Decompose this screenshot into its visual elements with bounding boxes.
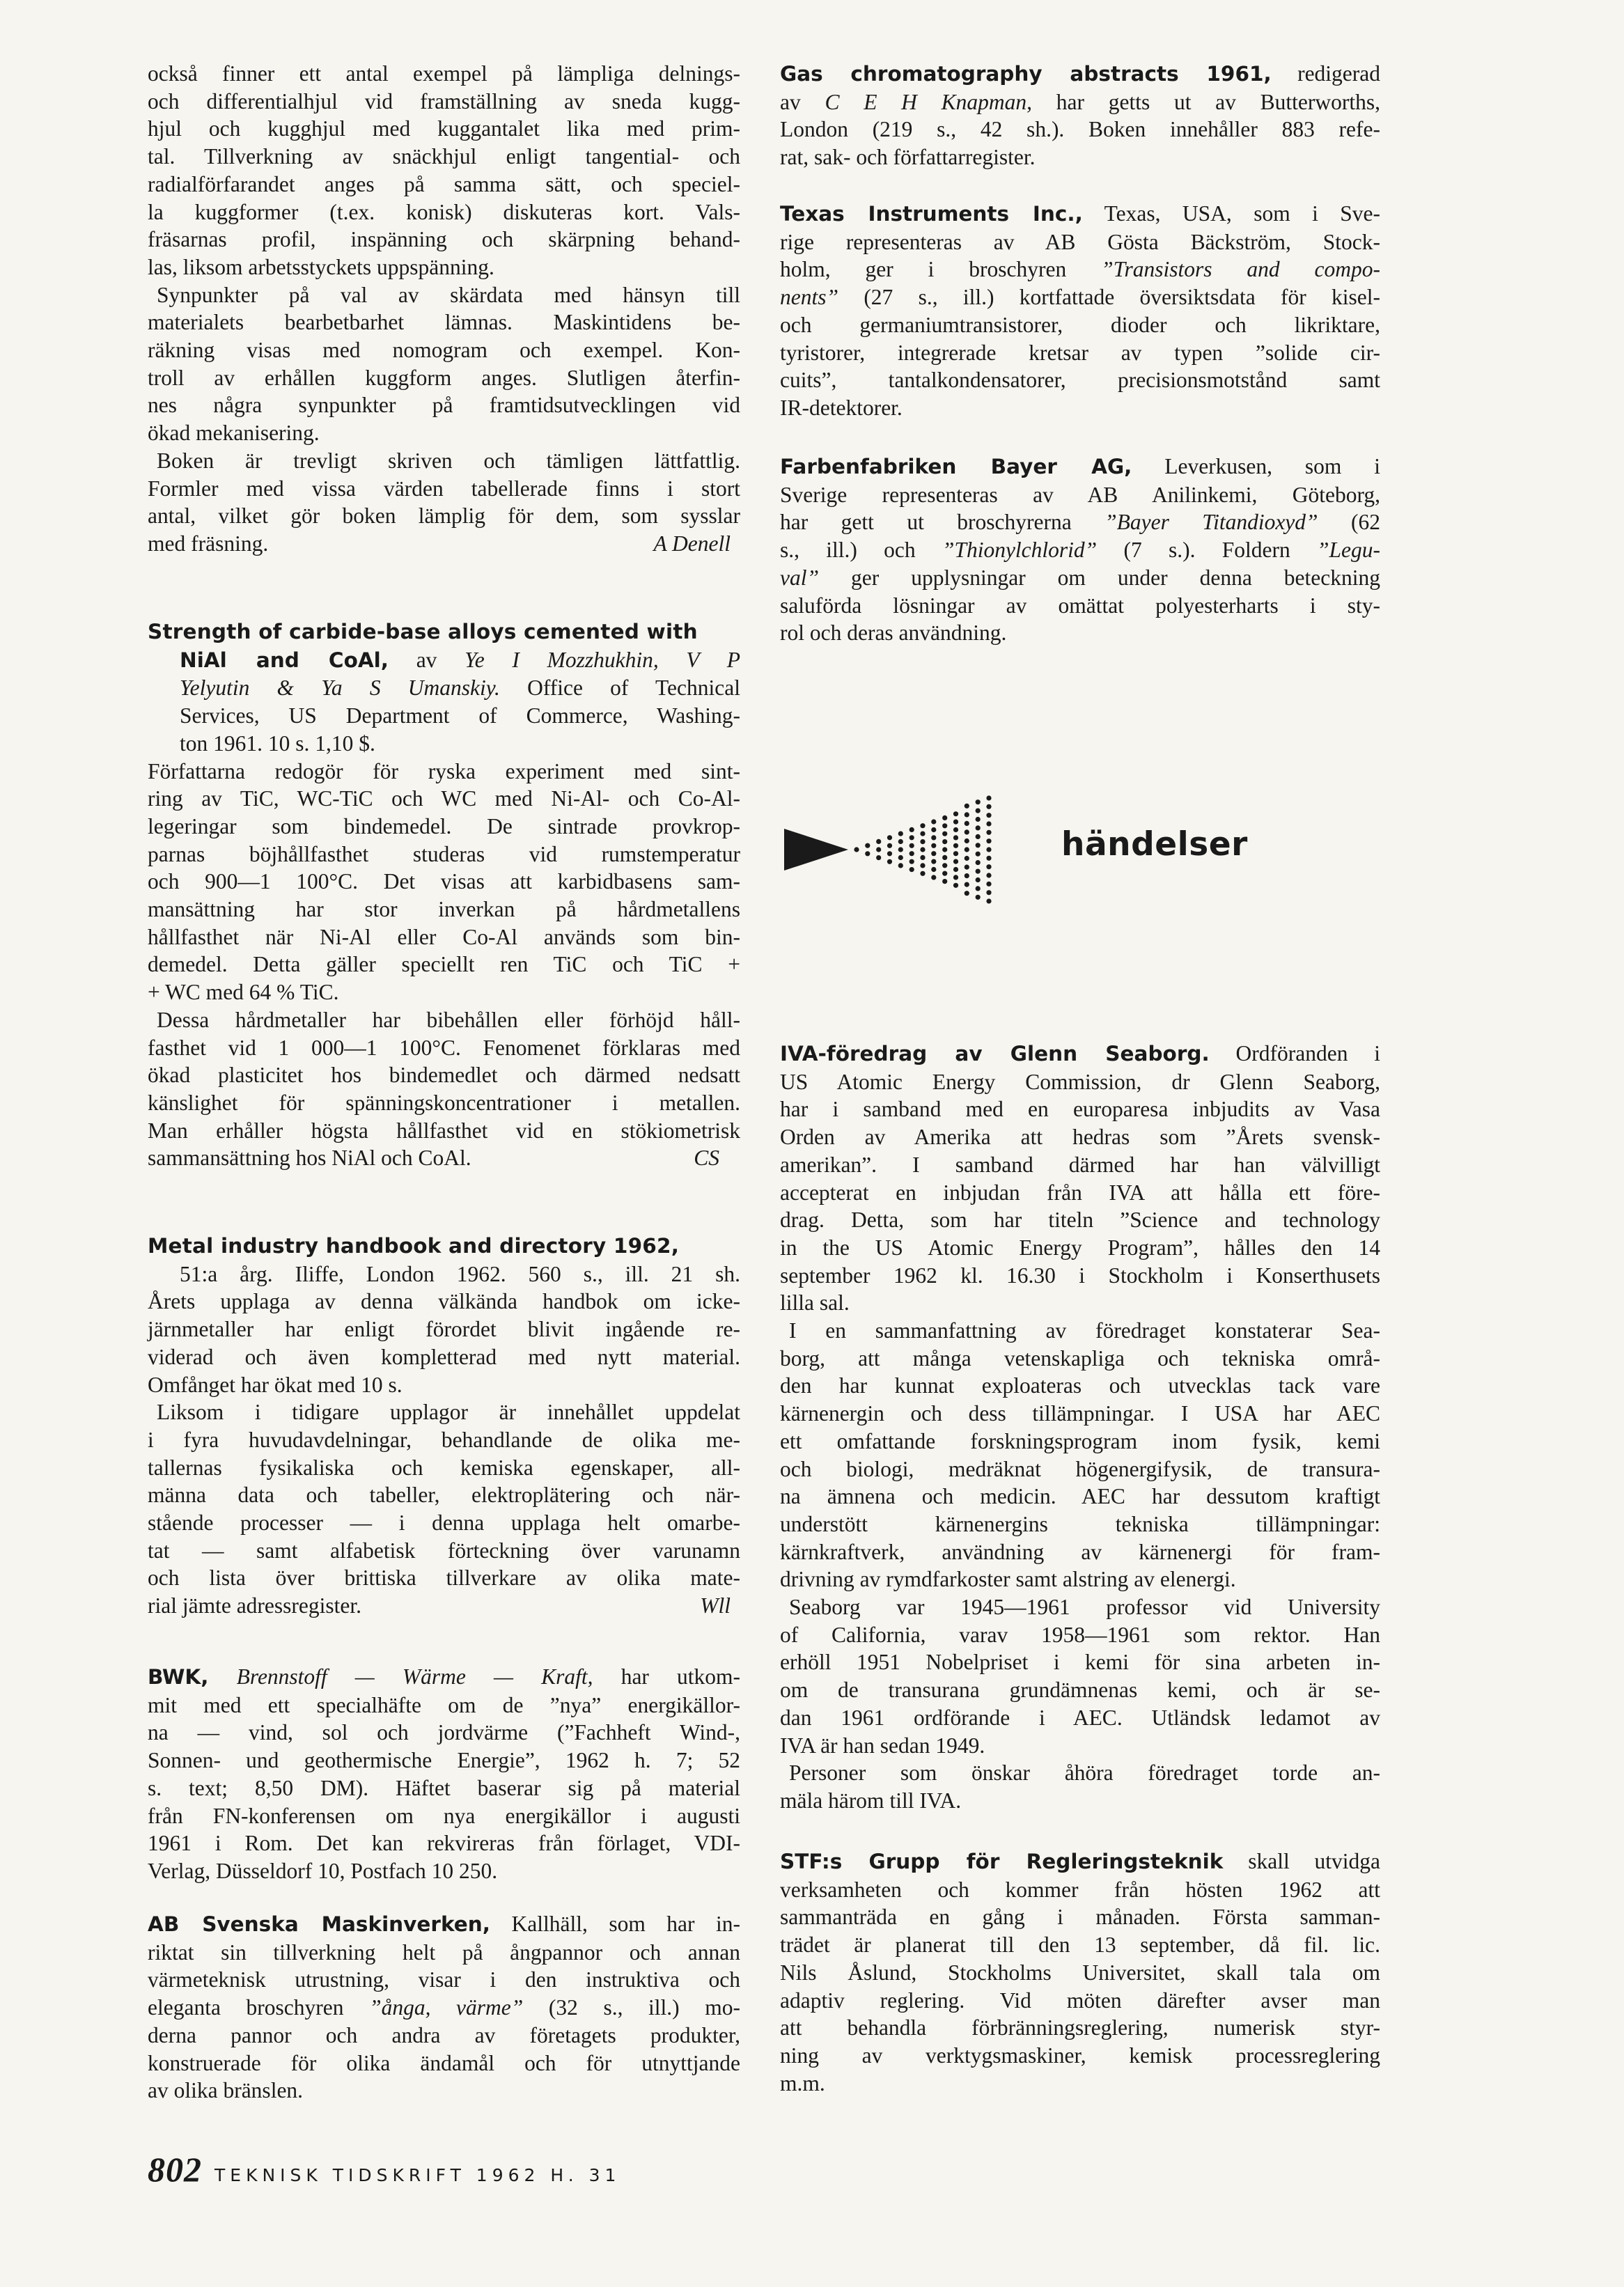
- text-span: holm, ger i broschyren: [780, 257, 1067, 282]
- text-line: Boken är trevligt skriven och tämligen lättfattlig.: [157, 448, 740, 473]
- text-line: Formler med vissa värden tabellerade finns i stort: [148, 476, 740, 501]
- editor: C E H Knapman,: [825, 89, 1033, 114]
- dot: [887, 843, 892, 848]
- dot: [953, 867, 958, 872]
- text-line: London (219 s., 42 sh.). Boken innehåller 883 refe-: [780, 117, 1380, 142]
- journal-name: TEKNISK TIDSKRIFT 1962 H. 31: [214, 2165, 621, 2185]
- dot: [965, 838, 969, 843]
- text-span: Texas, USA, som i Sve-: [1104, 201, 1381, 226]
- dot: [909, 867, 914, 872]
- dot: [876, 855, 881, 860]
- dot: [965, 847, 969, 852]
- text-span: (7 s.). Foldern: [1123, 538, 1290, 563]
- text-line: 1961 i Rom. Det kan rekvireras från förlaget, VDI-: [148, 1831, 740, 1856]
- right-column: [780, 0, 1380, 2287]
- iva-heading: IVA-föredrag av Glenn Seaborg.: [780, 1042, 1210, 1066]
- dot: [965, 865, 969, 870]
- dot: [909, 827, 914, 832]
- text-span: (32 s., ill.) mo-: [548, 1995, 740, 2020]
- text-line: [780, 508, 1380, 536]
- text-line: legeringar som bindemedel. De sintrade provkrop-: [148, 813, 740, 838]
- dot: [909, 835, 914, 840]
- carbide-heading: Strength of carbide-base alloys cemented with: [148, 620, 698, 643]
- dot: [920, 832, 925, 836]
- text-line: av olika bränslen.: [148, 2078, 304, 2103]
- text-line: värmeteknisk utrustning, visar i den instruktiva och: [148, 1967, 740, 1992]
- gear-review: [148, 60, 740, 558]
- dot-field: [854, 795, 991, 903]
- text-line: och lista över brittiska tillverkare av olika mate-: [148, 1566, 740, 1591]
- dot: [887, 835, 892, 840]
- dot: [986, 847, 991, 852]
- text-line: trädet är planerat till den 13 september, då fil. lic.: [780, 1933, 1380, 1958]
- text-line: i fyra huvudavdelningar, behandlande de olika me-: [148, 1427, 740, 1452]
- dot: [953, 875, 958, 880]
- dot: [920, 863, 925, 868]
- arrow-dots-icon: [780, 794, 996, 905]
- dot: [942, 847, 947, 852]
- dot: [976, 809, 981, 813]
- text-line: derna pannor och andra av företagets produkter,: [148, 2022, 740, 2047]
- dot: [976, 825, 981, 830]
- brochure-title: nents”: [780, 285, 839, 310]
- bwk-title: Brennstoff — Wärme — Kraft,: [236, 1664, 593, 1689]
- texas-notice: [780, 200, 1380, 422]
- signature: CS: [694, 1146, 719, 1171]
- text-line: adaptiv reglering. Vid möten därefter avser man: [780, 1988, 1380, 2013]
- dot: [976, 799, 981, 804]
- dot: [976, 869, 981, 874]
- dot: [931, 867, 936, 872]
- dot: [898, 855, 903, 860]
- dot: [986, 838, 991, 843]
- text-line: hållfasthet när Ni-Al eller Co-Al används som bin-: [148, 924, 740, 949]
- text-span: har utkom-: [620, 1664, 741, 1689]
- text-line: att behandla förbränningsreglering, numerisk styr-: [780, 2015, 1380, 2040]
- text-line: rat, sak- och författarregister.: [780, 145, 1036, 170]
- dot: [920, 855, 925, 860]
- iva-notice: [780, 1040, 1380, 1815]
- dot: [931, 851, 936, 856]
- text-span: Ordföranden i: [1235, 1041, 1380, 1066]
- brochure-title: ”Bayer Titandioxyd”: [1104, 510, 1318, 535]
- text-line: Seaborg var 1945—1961 professor vid University: [789, 1595, 1380, 1620]
- dot: [953, 820, 958, 825]
- text-line: fasthet vid 1 000—1 100°C. Fenomenet förklaras med: [148, 1035, 740, 1060]
- dot: [942, 871, 947, 876]
- dot: [986, 821, 991, 826]
- dot: [986, 804, 991, 809]
- text-line: [780, 60, 1380, 88]
- signature: Wll: [700, 1593, 731, 1618]
- text-line: I en sammanfattning av föredraget konstaterar Sea-: [789, 1318, 1380, 1343]
- text-span: Office of Technical: [527, 676, 740, 701]
- dot: [976, 834, 981, 839]
- text-line: Man erhåller högsta hållfasthet vid en stökiometrisk: [148, 1118, 740, 1143]
- text-line: [148, 1994, 740, 2022]
- text-line: [148, 1663, 740, 1692]
- last-line: sammansättning hos NiAl och CoAl.: [148, 1146, 471, 1171]
- dot: [931, 859, 936, 864]
- brochure-title: ”Legu-: [1317, 538, 1381, 563]
- text-span: har gett ut broschyrerna: [780, 510, 1072, 535]
- dot: [986, 856, 991, 861]
- text-line: tal. Tillverkning av snäckhjul enligt tangential- och: [148, 144, 740, 169]
- text-line: tat — samt alfabetisk förteckning över varunamn: [148, 1538, 740, 1563]
- text-line: US Atomic Energy Commission, dr Glenn Seaborg,: [780, 1069, 1380, 1094]
- dot: [965, 856, 969, 861]
- dot: [898, 832, 903, 836]
- text-line: [780, 536, 1380, 564]
- text-line: kärnenergin och dess tillämpningar. I USA har AEC: [780, 1401, 1380, 1426]
- text-line: [780, 1040, 1380, 1068]
- dot: [986, 864, 991, 869]
- text-line: troll av erhållen kuggform anges. Slutligen återfin-: [148, 365, 740, 390]
- text-line: amerikan”. I samband därmed har han välvilligt: [780, 1152, 1380, 1177]
- text-line: ton 1961. 10 s. 1,10 $.: [180, 731, 375, 756]
- svenska-notice: [148, 1910, 740, 2105]
- text-line: Dessa hårdmetaller har bibehållen eller förhöjd håll-: [157, 1007, 740, 1032]
- text-line: viderad och även kompletterad med nytt material.: [148, 1344, 740, 1369]
- dot: [953, 843, 958, 848]
- dot: [865, 843, 870, 848]
- dot: [953, 827, 958, 832]
- brochure-title: ”ånga, värme”: [369, 1995, 524, 2020]
- dot: [942, 863, 947, 868]
- dot: [942, 879, 947, 884]
- text-line: hjul och kugghjul med kuggantalet lika med prim-: [148, 116, 740, 141]
- text-line: den har kunnat exploateras och utvecklas tack vare: [780, 1373, 1380, 1398]
- dot: [976, 895, 981, 900]
- dot: [953, 883, 958, 888]
- text-line: och differentialhjul vid framställning av sneda kugg-: [148, 88, 740, 114]
- text-span: redigerad: [1297, 61, 1381, 86]
- text-line: las, liksom arbetsstyckets uppspänning.: [148, 254, 494, 279]
- text-span: (27 s., ill.) kortfattade översiktsdata för kisel-: [864, 285, 1381, 310]
- text-line: radialförfarandet anges på samma sätt, och speciel-: [148, 171, 740, 196]
- text-line: IR-detektorer.: [780, 395, 903, 420]
- text-line: Omfånget har ökat med 10 s.: [148, 1372, 403, 1397]
- text-line: Verlag, Düsseldorf 10, Postfach 10 250.: [148, 1858, 498, 1883]
- text-line: från FN-konferensen om nya energikällor i augusti: [148, 1803, 740, 1828]
- text-line: la kuggformer (t.ex. konisk) diskuteras kort. Vals-: [148, 199, 740, 224]
- dot: [942, 839, 947, 844]
- dot: [965, 873, 969, 878]
- bwk-heading: BWK,: [148, 1665, 209, 1689]
- text-line: lilla sal.: [780, 1290, 850, 1316]
- dot: [942, 823, 947, 828]
- text-line: Årets upplaga av denna välkända handbok om icke-: [148, 1289, 740, 1314]
- text-line: Orden av Amerika att hedras som ”Årets svensk-: [780, 1125, 1380, 1150]
- gas-notice: [780, 60, 1380, 171]
- text-line: Sverige representeras av AB Anilinkemi, Göteborg,: [780, 482, 1380, 507]
- text-line: [780, 256, 1380, 283]
- dot: [986, 882, 991, 887]
- dot: [942, 815, 947, 820]
- dot: [909, 851, 914, 856]
- page-number: 802: [148, 2150, 202, 2189]
- text-line: också finner ett antal exempel på lämpliga delnings-: [148, 61, 740, 86]
- text-line: [148, 646, 740, 675]
- brochure-title: ”Transistors and compo-: [1101, 257, 1380, 282]
- text-line: Nils Åslund, Stockholms Universitet, skall tala om: [780, 1960, 1380, 1985]
- dot: [953, 835, 958, 840]
- dot: [909, 843, 914, 848]
- dot: [965, 882, 969, 887]
- text-span: skall utvidga: [1248, 1849, 1381, 1873]
- text-span: av: [780, 89, 801, 114]
- text-line: mansättning har stor inverkan på hårdmetallens: [148, 897, 740, 922]
- dot: [953, 851, 958, 856]
- text-line: mit med ett specialhäfte om de ”nya” energikällor-: [148, 1692, 740, 1717]
- text-line: sammanträda en gång i månaden. Första samman-: [780, 1905, 1380, 1930]
- text-line: ökad mekanisering.: [148, 421, 320, 446]
- text-line: nes några synpunkter på framtidsutvecklingen vid: [148, 393, 740, 418]
- dot: [920, 839, 925, 844]
- page-footer: [148, 2149, 620, 2190]
- text-line: drivning av rymdfarkoster samt alstring av elenergi.: [780, 1567, 1236, 1592]
- dot: [986, 898, 991, 903]
- text-line: Liksom i tidigare upplagor är innehållet uppdelat: [157, 1400, 740, 1425]
- text-line: och germaniumtransistorer, dioder och likriktare,: [780, 312, 1380, 337]
- dot: [986, 813, 991, 818]
- text-span: ger upplysningar om under denna beteckning: [851, 565, 1380, 590]
- dot: [986, 830, 991, 835]
- text-line: + WC med 64 % TiC.: [148, 980, 339, 1005]
- text-line: om de transurana grundämnenas kemi, och är se-: [780, 1678, 1380, 1703]
- text-line: borg, att många vetenskapliga och tekniska områ-: [780, 1345, 1380, 1371]
- text-line: na ämnena och medicin. AEC har dessutom kraftigt: [780, 1484, 1380, 1509]
- text-line: saluförda lösningar av omättat polyesterharts i sty-: [780, 593, 1380, 618]
- text-line: mäla härom till IVA.: [780, 1788, 962, 1813]
- dot: [887, 859, 892, 864]
- text-line: [148, 1592, 740, 1620]
- text-line: rol och deras användning.: [780, 620, 1007, 646]
- text-line: järnmetaller har enligt förordet blivit ingående re-: [148, 1317, 740, 1342]
- metal-handbook-heading: Metal industry handbook and directory 1962,: [148, 1234, 680, 1258]
- carbide-review: [148, 618, 740, 1172]
- text-line: verksamheten och kommer från hösten 1962 att: [780, 1877, 1380, 1902]
- dot: [887, 851, 892, 856]
- dot: [965, 821, 969, 826]
- dot: [976, 877, 981, 882]
- svenska-heading: AB Svenska Maskinverken,: [148, 1912, 491, 1936]
- text-line: känslighet för spänningskoncentrationer i metallen.: [148, 1090, 740, 1115]
- text-line: s. text; 8,50 DM). Häftet baserar sig på material: [148, 1775, 740, 1800]
- text-line: [780, 200, 1380, 228]
- text-line: cuits”, tantalkondensatorer, precisionsmotstånd samt: [780, 368, 1380, 393]
- text-line: september 1962 kl. 16.30 i Stockholm i Konserthusets: [780, 1263, 1380, 1288]
- text-span: (62: [1351, 510, 1380, 535]
- text-line: accepterat en inbjudan från IVA att hålla ett före-: [780, 1180, 1380, 1205]
- text-line: Personer som önskar åhöra föredraget torde an-: [789, 1761, 1380, 1786]
- authors: Yelyutin & Ya S Umanskiy.: [180, 676, 500, 701]
- dot: [931, 875, 936, 880]
- text-line: tallernas fysikaliska och kemiska egenskaper, all-: [148, 1455, 740, 1480]
- text-span: av: [416, 647, 437, 672]
- text-line: ökad plasticitet hos bindemedlet och därmed nedsatt: [148, 1063, 740, 1088]
- dot: [942, 855, 947, 860]
- text-line: männa data och tabeller, elektroplätering och när-: [148, 1483, 740, 1508]
- text-line: har i samband med en europaresa inbjudits av Vasa: [780, 1097, 1380, 1122]
- events-heading: händelser: [1061, 825, 1248, 864]
- text-span: s., ill.) och: [780, 538, 916, 563]
- text-span: eleganta broschyren: [148, 1995, 344, 2020]
- gas-heading: Gas chromatography abstracts 1961,: [780, 62, 1272, 86]
- dot: [976, 843, 981, 848]
- text-line: [148, 1910, 740, 1939]
- text-line: Synpunkter på val av skärdata med hänsyn till: [157, 282, 740, 307]
- dot: [898, 863, 903, 868]
- text-line: tyristorer, integrerade kretsar av typen ”solide cir-: [780, 340, 1380, 365]
- dot: [909, 859, 914, 864]
- text-line: m.m.: [780, 2070, 825, 2095]
- text-line: [780, 453, 1380, 481]
- text-line: Sonnen- und geothermische Energie”, 1962 h. 7; 52: [148, 1748, 740, 1773]
- dot: [965, 812, 969, 817]
- dot: [931, 843, 936, 848]
- bwk-notice: [148, 1663, 740, 1885]
- dot: [876, 847, 881, 852]
- dot: [986, 873, 991, 877]
- text-line: konstruerade för olika ändamål och för utnyttjande: [148, 2050, 740, 2075]
- dot: [986, 890, 991, 895]
- last-line: rial jämte adressregister.: [148, 1593, 362, 1618]
- text-line: [148, 674, 740, 702]
- text-line: kärnkraftverk, användning av kärnenergi för fram-: [780, 1539, 1380, 1564]
- text-line: understött kärnenergins tekniska tillämpningar:: [780, 1511, 1380, 1536]
- dot: [931, 819, 936, 824]
- dot: [953, 859, 958, 864]
- text-line: ring av TiC, WC-TiC och WC med Ni-Al- och Co-Al-: [148, 786, 740, 811]
- arrow-head: [784, 829, 848, 871]
- dot: [965, 891, 969, 896]
- brochure-title: val”: [780, 565, 820, 590]
- text-line: [148, 530, 740, 558]
- bayer-notice: [780, 453, 1380, 647]
- bayer-heading: Farbenfabriken Bayer AG,: [780, 455, 1132, 478]
- texas-heading: Texas Instruments Inc.,: [780, 202, 1083, 226]
- text-line: fräsarnas profil, inspänning och skärpning behand-: [148, 227, 740, 252]
- text-span: Kallhäll, som har in-: [511, 1912, 740, 1936]
- text-line: demedel. Detta gäller speciellt ren TiC och TiC +: [148, 952, 740, 977]
- dot: [865, 851, 870, 856]
- dot: [942, 832, 947, 836]
- signature: A Denell: [653, 531, 731, 556]
- dot: [854, 847, 859, 852]
- dot: [965, 829, 969, 834]
- dot: [976, 886, 981, 891]
- stf-heading: STF:s Grupp för Regleringsteknik: [780, 1850, 1224, 1873]
- text-line: na — vind, sol och jordvärme (”Fachheft Wind-,: [148, 1720, 740, 1745]
- dot: [965, 804, 969, 809]
- text-line: och 900—1 100°C. Det visas att karbidbasens sam-: [148, 869, 740, 894]
- text-span: Leverkusen, som i: [1164, 454, 1381, 478]
- text-line: rige representeras av AB Gösta Bäckström, Stock-: [780, 229, 1380, 254]
- text-line: [148, 1144, 740, 1172]
- text-line: in the US Atomic Energy Program”, hålles den 14: [780, 1235, 1380, 1260]
- text-line: [780, 564, 1380, 592]
- dot: [920, 871, 925, 876]
- text-line: [780, 88, 1380, 116]
- left-column: [148, 0, 740, 2287]
- dot: [976, 852, 981, 857]
- text-line: Författarna redogör för ryska experiment med sint-: [148, 758, 740, 783]
- text-line: dan 1961 ordförande i AEC. Utländsk ledamot av: [780, 1705, 1380, 1730]
- brochure-title: ”Thionylchlorid”: [942, 538, 1098, 563]
- carbide-heading-2: NiAl and CoAl,: [180, 648, 389, 672]
- dot: [898, 839, 903, 844]
- dot: [976, 817, 981, 822]
- text-line: och biologi, medräknat högenergifysik, de transura-: [780, 1456, 1380, 1481]
- text-line: IVA är han sedan 1949.: [780, 1733, 985, 1758]
- dot: [953, 811, 958, 816]
- dot: [920, 823, 925, 828]
- dot: [976, 860, 981, 865]
- text-line: ett omfattande forskningsprogram inom fysik, kemi: [780, 1428, 1380, 1453]
- text-line: Services, US Department of Commerce, Washing-: [180, 703, 740, 728]
- authors: Ye I Mozzhukhin, V P: [464, 647, 740, 672]
- dot: [898, 847, 903, 852]
- text-line: antal, vilket gör boken lämplig för dem, som sysslar: [148, 504, 740, 529]
- text-line: materialets bearbetbarhet lämnas. Maskintidens be-: [148, 310, 740, 335]
- dot: [986, 795, 991, 800]
- text-line: 51:a årg. Iliffe, London 1962. 560 s., ill. 21 sh.: [180, 1261, 740, 1286]
- text-line: räkning visas med nomogram och exempel. Kon-: [148, 338, 740, 363]
- metal-handbook-review: [148, 1233, 740, 1620]
- text-line: of California, varav 1958—1961 som rektor. Han: [780, 1622, 1380, 1647]
- last-line: med fräsning.: [148, 531, 269, 556]
- stf-notice: [780, 1848, 1380, 2097]
- text-line: [780, 1848, 1380, 1876]
- dot: [876, 839, 881, 844]
- text-line: [780, 283, 1380, 311]
- dot: [920, 847, 925, 852]
- dot: [931, 835, 936, 840]
- text-line: riktat sin tillverkning helt på ångpannor och annan: [148, 1939, 740, 1965]
- dot: [931, 827, 936, 832]
- text-line: ning av verktygsmaskiner, kemisk processreglering: [780, 2043, 1380, 2068]
- text-line: drag. Detta, som har titeln ”Science and technology: [780, 1208, 1380, 1233]
- text-span: har getts ut av Butterworths,: [1056, 89, 1381, 114]
- text-line: erhöll 1951 Nobelpriset i kemi för sina arbeten in-: [780, 1650, 1380, 1675]
- text-line: stående processer — i denna upplaga helt omarbe-: [148, 1511, 740, 1536]
- text-line: parnas böjhållfasthet studeras vid rumstemperatur: [148, 841, 740, 866]
